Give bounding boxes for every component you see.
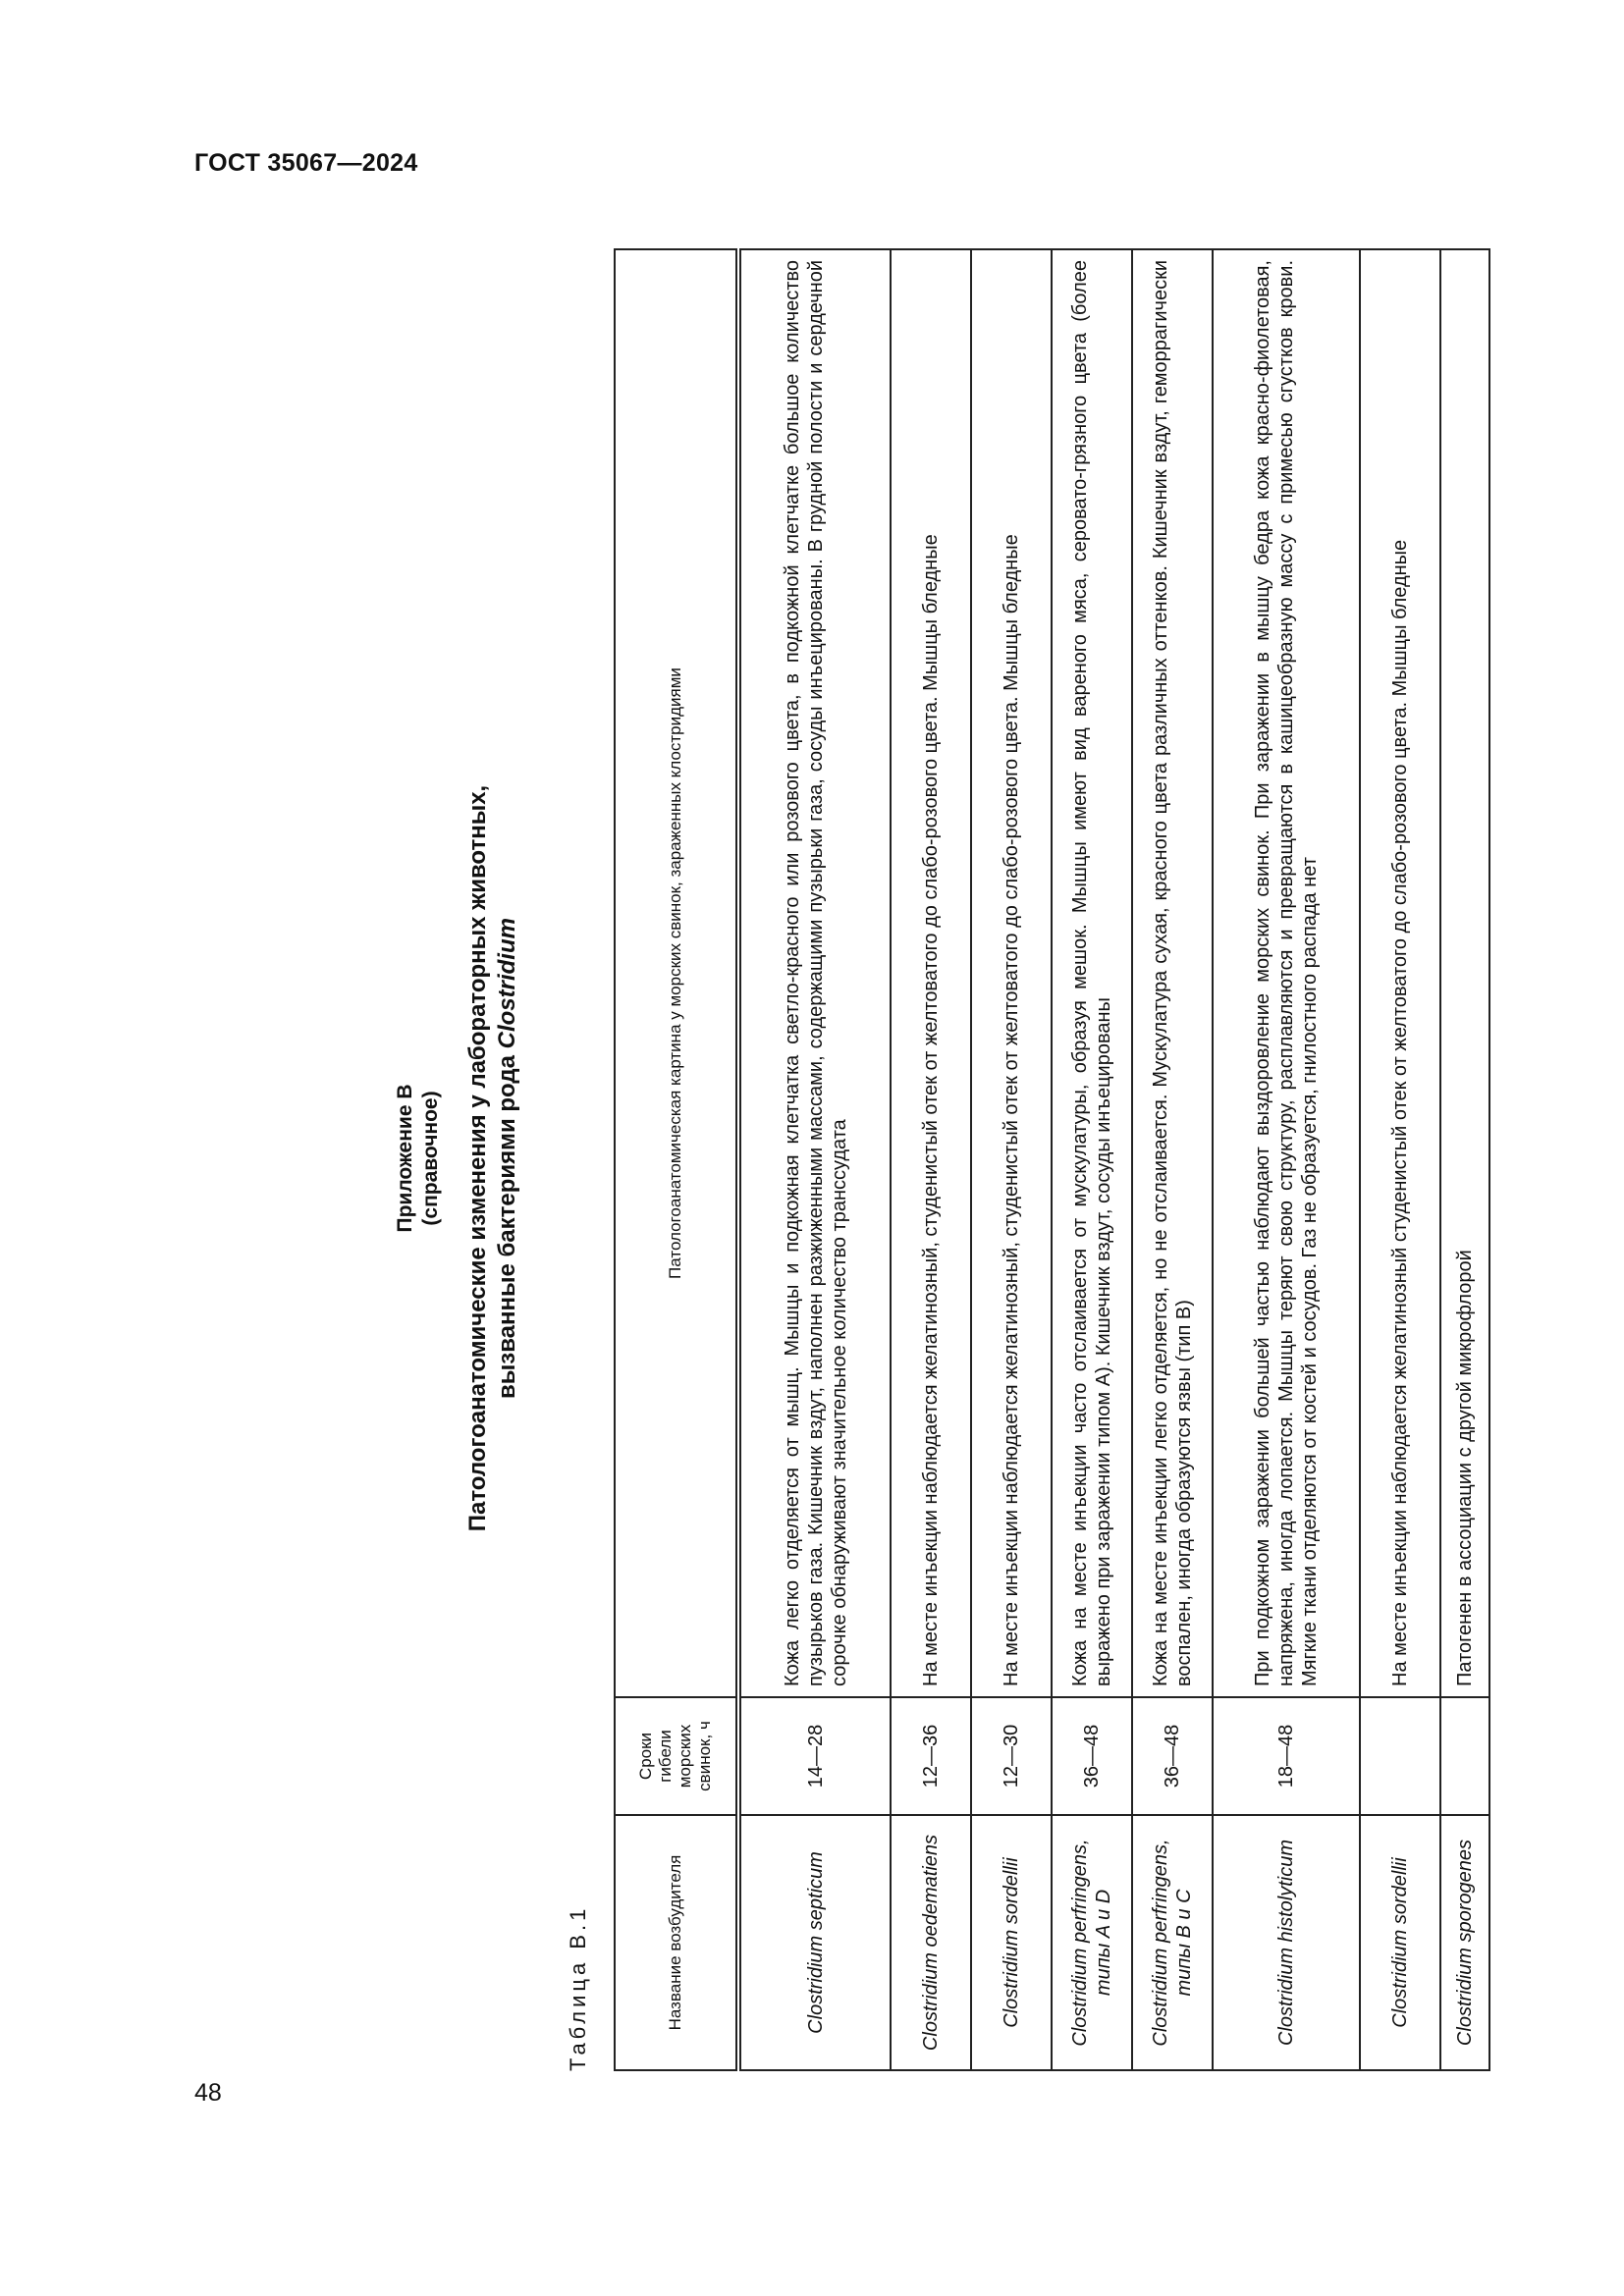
appendix-title: Приложение В xyxy=(394,1084,416,1233)
row-time xyxy=(1440,1697,1489,1815)
row-picture: На месте инъекции наблюдается желатинозный студенистый отек от желтоватого до слабо-розового цвета. Мышцы бледные xyxy=(1360,249,1440,1697)
row-pathogen: Clostridium perfringens, типы B и C xyxy=(1132,1815,1213,2070)
row-pathogen: Clostridium sporogenes xyxy=(1440,1815,1489,2070)
row-time: 36—48 xyxy=(1052,1697,1132,1815)
row-pathogen: Clostridium septicum xyxy=(738,1815,891,2070)
row-pathogen: Clostridium sordellii xyxy=(1360,1815,1440,2070)
table-title-genus: Clostridium xyxy=(494,918,520,1049)
table-row xyxy=(1360,249,1440,2070)
document-header: ГОСТ 35067—2024 xyxy=(194,149,418,177)
table-row xyxy=(891,249,971,2070)
annex-title-block xyxy=(393,245,522,2071)
row-picture: На месте инъекции наблюдается желатинозный, студенистый отек от желтоватого до слабо-розового цвета. Мышцы бледные xyxy=(891,249,971,1697)
row-picture: На месте инъекции наблюдается желатинозный, студенистый отек от желтоватого до слабо-розового цвета. Мышцы бледные xyxy=(971,249,1052,1697)
row-pathogen: Clostridium histolyticum xyxy=(1213,1815,1360,2070)
row-time: 18—48 xyxy=(1213,1697,1360,1815)
row-time: 36—48 xyxy=(1132,1697,1213,1815)
table-title-line1: Патологоанатомические изменения у лабораторных животных, xyxy=(464,784,491,1532)
table-row xyxy=(738,249,891,2070)
row-picture: Патогенен в ассоциации с другой микрофлорой xyxy=(1440,249,1489,1697)
row-picture: Кожа на месте инъекции легко отделяется, но не отслаивается. Мускулатура сухая, красного цвета различных оттенков. Кишечник вздут, геморрагически воспален, иногда образуются язвы (тип В) xyxy=(1132,249,1213,1697)
pathology-table xyxy=(614,248,1490,2071)
table-header-row xyxy=(615,249,738,2070)
row-pathogen: Clostridium sordellii xyxy=(971,1815,1052,2070)
appendix-kind: (справочное) xyxy=(419,1091,442,1226)
row-time: 12—30 xyxy=(971,1697,1052,1815)
header-time: Сроки гибели морских свинок, ч xyxy=(615,1697,738,1815)
table-title-line2: вызванные бактериями рода xyxy=(494,1048,520,1399)
table-row xyxy=(1213,249,1360,2070)
table-row xyxy=(1132,249,1213,2070)
row-time: 14—28 xyxy=(738,1697,891,1815)
table-row xyxy=(971,249,1052,2070)
row-pathogen: Clostridium perfringens, типы A и D xyxy=(1052,1815,1132,2070)
rotated-content xyxy=(393,245,1476,2071)
table-row xyxy=(1440,249,1489,2070)
row-time xyxy=(1360,1697,1440,1815)
row-time: 12—36 xyxy=(891,1697,971,1815)
header-picture: Патологоанатомическая картина у морских свинок, зараженных клостридиями xyxy=(615,249,738,1697)
header-pathogen: Название возбудителя xyxy=(615,1815,738,2070)
table-caption: Таблица В.1 xyxy=(566,1904,590,2071)
page-number: 48 xyxy=(194,2079,222,2107)
row-picture: Кожа на месте инъекции часто отслаивается от мускулатуры, образуя мешок. Мышцы имеют вид вареного мяса, серовато-грязного цвета (более выражено при заражении типом А). Кишечник вздут, сосуды инъецированы xyxy=(1052,249,1132,1697)
row-pathogen: Clostridium oedematiens xyxy=(891,1815,971,2070)
row-picture: При подкожном заражении большей частью наблюдают выздоровление морских свинок. При заражении в мышцу бедра кожа красно-фиолетовая, напряжена, иногда лопается. Мышцы теряют свою структуру, расплавляются и превращаются в кашицеобразную массу с примесью сгустков крови. Мягкие ткани отделяются от костей и сосудов. Газ не образуется, гнилостного распада нет xyxy=(1213,249,1360,1697)
table-row xyxy=(1052,249,1132,2070)
row-picture: Кожа легко отделяется от мышц. Мышцы и подкожная клетчатка светло-красного или розового цвета, в подкожной клетчатке большое количество пузырьков газа. Кишечник вздут, наполнен разжиженными массами, содержащими пузырьки газа, сосуды инъецированы. В грудной полости и сердечной сорочке обнаруживают значительное количество транссудата xyxy=(738,249,891,1697)
table-title xyxy=(463,245,522,2071)
